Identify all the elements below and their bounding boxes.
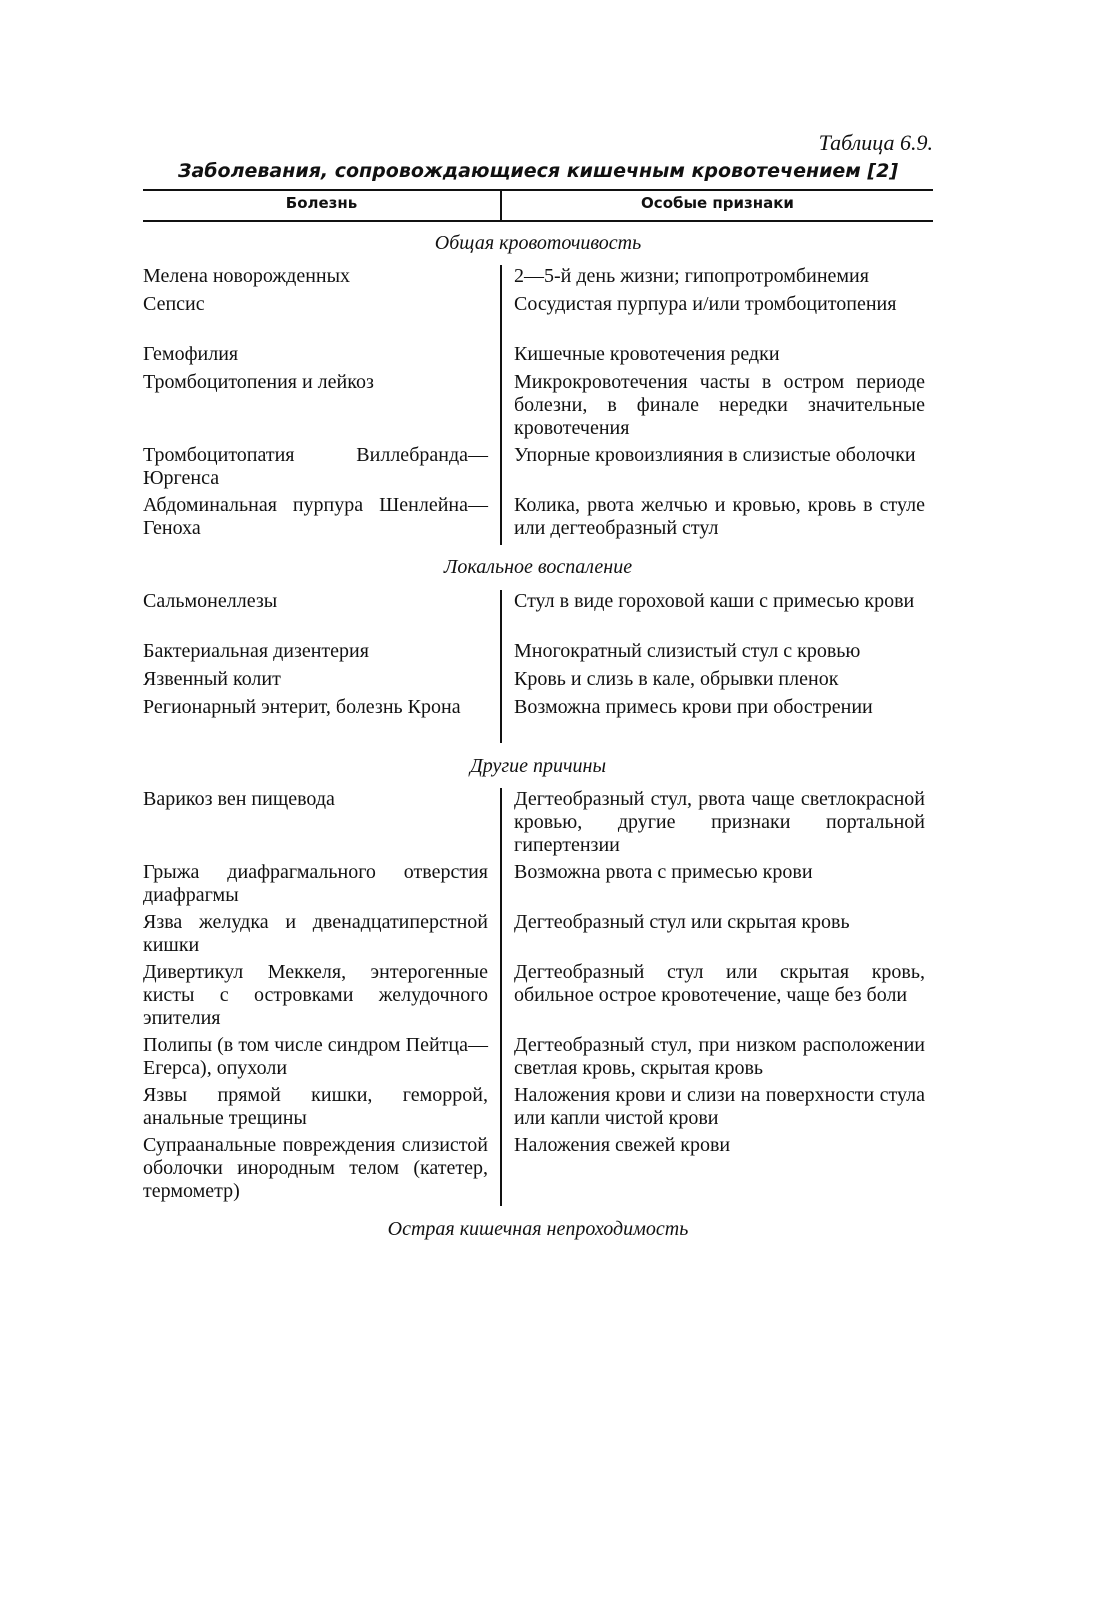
disease-cell: Тромбоцитопения и лейкоз xyxy=(143,371,374,393)
table-header xyxy=(143,190,933,222)
disease-cell: Сальмонеллезы xyxy=(143,590,278,612)
disease-cell: Регионарный энтерит, болезнь Крона xyxy=(143,696,461,718)
section-title: Локальное воспаление xyxy=(443,556,633,578)
signs-cell: Дегтеобразный стул или скрытая кровь, обильное острое кровотечение, чаще без боли xyxy=(514,961,925,1006)
signs-cell: Наложения свежей крови xyxy=(514,1134,731,1156)
disease-cell: Супраанальные повреждения слизистой оболочки инородным телом (катетер, термометр) xyxy=(143,1134,488,1202)
disease-cell: Абдоминальная пурпура Шенлейна—Геноха xyxy=(143,494,488,539)
disease-cell: Мелена новорожденных xyxy=(143,265,351,287)
table-row xyxy=(143,1084,933,1134)
signs-cell: Наложения крови и слизи на поверхности стула или капли чистой крови xyxy=(514,1084,925,1129)
table-label: Таблица 6.9. xyxy=(818,130,933,155)
signs-cell: Дегтеобразный стул, рвота чаще светлокрасной кровью, другие признаки портальной гипертензии xyxy=(514,788,925,856)
signs-cell: Многократный слизистый стул с кровью xyxy=(514,640,861,662)
table-row xyxy=(143,668,933,696)
signs-cell: Сосудистая пурпура и/или тромбоцитопения xyxy=(514,293,897,315)
table-row xyxy=(143,788,933,861)
disease-cell: Бактериальная дизентерия xyxy=(143,640,369,662)
disease-cell: Полипы (в том числе синдром Пейтца—Егерса), опухоли xyxy=(143,1034,488,1079)
signs-cell: Кишечные кровотечения редки xyxy=(514,343,780,365)
signs-cell: Упорные кровоизлияния в слизистые оболочки xyxy=(514,444,916,466)
signs-cell: Возможна примесь крови при обострении xyxy=(514,696,873,718)
section-anchor xyxy=(143,1252,933,1253)
disease-cell: Варикоз вен пищевода xyxy=(143,788,335,810)
table-header-rule xyxy=(143,220,933,222)
table-row xyxy=(143,293,933,343)
table-row xyxy=(143,961,933,1034)
section-block xyxy=(143,265,933,545)
signs-cell: Возможна рвота с примесью крови xyxy=(514,861,813,883)
disease-cell: Сепсис xyxy=(143,293,205,315)
table-row xyxy=(143,444,933,494)
column-header-signs: Особые признаки xyxy=(641,194,794,212)
signs-cell: Кровь и слизь в кале, обрывки пленок xyxy=(514,668,839,690)
table-title: Заболевания, сопровождающиеся кишечным кровотечением [2] xyxy=(177,160,899,182)
signs-cell: Микрокровотечения часты в остром периоде болезни, в финале нередки значительные кровотечения xyxy=(514,371,925,439)
table-row xyxy=(143,265,933,293)
signs-cell: Дегтеобразный стул или скрытая кровь xyxy=(514,911,850,933)
column-divider xyxy=(500,590,502,743)
disease-cell: Тромбоцитопатия Виллебранда—Юргенса xyxy=(143,444,488,489)
table-row xyxy=(143,911,933,961)
table-row xyxy=(143,861,933,911)
section-title: Общая кровоточивость xyxy=(434,232,642,254)
column-header-disease: Болезнь xyxy=(285,194,358,212)
table-row xyxy=(143,1134,933,1206)
table-row xyxy=(143,696,933,742)
signs-cell: Дегтеобразный стул, при низком расположении светлая кровь, скрытая кровь xyxy=(514,1034,925,1079)
book-page xyxy=(143,0,933,1600)
table-row xyxy=(143,1034,933,1084)
disease-cell: Язва желудка и двенадцатиперстной кишки xyxy=(143,911,488,956)
column-divider xyxy=(500,265,502,545)
disease-cell: Грыжа диафрагмального отверстия диафрагмы xyxy=(143,861,488,906)
table-row xyxy=(143,494,933,544)
signs-cell: Колика, рвота желчью и кровью, кровь в стуле или дегтеобразный стул xyxy=(514,494,925,539)
disease-cell: Язвенный колит xyxy=(143,668,281,690)
section-block xyxy=(143,590,933,743)
signs-cell: Стул в виде гороховой каши с примесью крови xyxy=(514,590,915,612)
table-row xyxy=(143,343,933,371)
signs-cell: 2—5-й день жизни; гипопротромбинемия xyxy=(514,265,869,287)
table-row xyxy=(143,371,933,444)
column-divider xyxy=(500,788,502,1206)
disease-cell: Дивертикул Меккеля, энтерогенные кисты с островками желудочного эпителия xyxy=(143,961,488,1029)
disease-cell: Язвы прямой кишки, геморрой, анальные трещины xyxy=(143,1084,488,1129)
table-row xyxy=(143,590,933,640)
table-row xyxy=(143,640,933,668)
section-block xyxy=(143,788,933,1206)
section-title: Острая кишечная непроходимость xyxy=(387,1218,689,1240)
section-title: Другие причины xyxy=(469,755,607,777)
disease-cell: Гемофилия xyxy=(143,343,239,365)
